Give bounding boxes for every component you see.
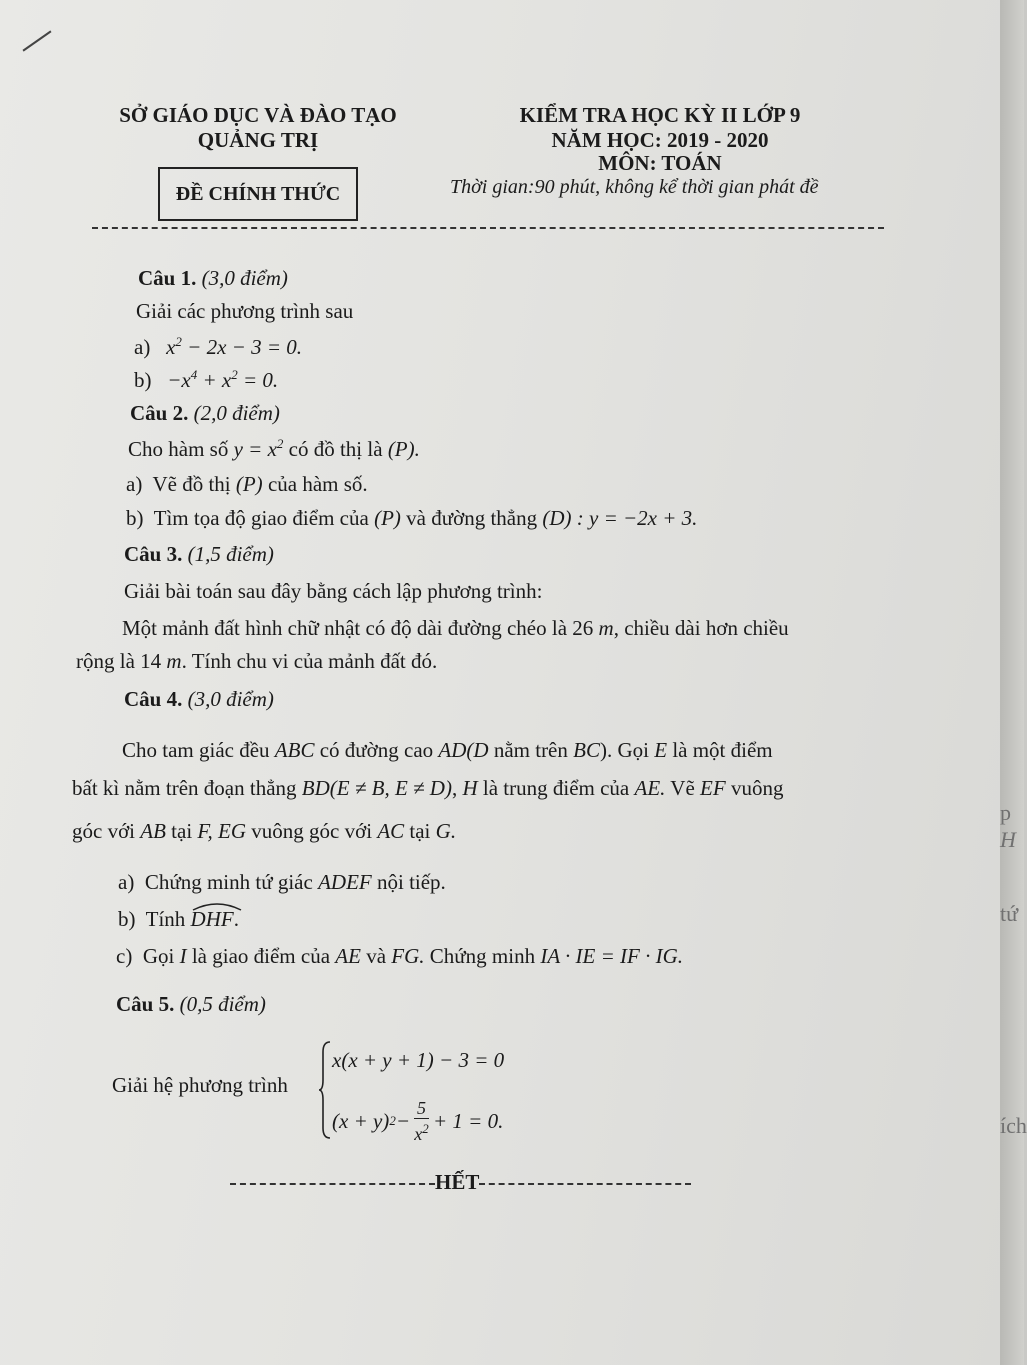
- q1-a-equation: $x^2 - 2x - 3 = 0$.: [166, 334, 302, 359]
- q5-heading: [116, 992, 266, 1017]
- q1-intro: Giải các phương trình sau: [136, 299, 354, 323]
- q1-heading: [138, 266, 288, 291]
- end-label: HẾT: [435, 1170, 480, 1194]
- q4-heading: [124, 687, 274, 712]
- equation-system: [318, 1040, 538, 1144]
- bleed-text-3: tứ: [1000, 901, 1019, 926]
- equation-2: (x + y) 2 − $\frac{5}{x^2}$ + 1 = 0 .: [332, 1098, 504, 1144]
- header-exam-title: KIỂM TRA HỌC KỲ II LỚP 9: [519, 103, 801, 127]
- bleed-text-2: H: [1000, 827, 1016, 852]
- brace-icon: [318, 1040, 332, 1140]
- bleed-text-4: ích: [1000, 1113, 1027, 1138]
- end-dash-left: [230, 1183, 435, 1185]
- q4-line2: bất kì nằm trên đoạn thẳng BD(E ≠ B, E ≠ D), H là trung điểm của AE. Vẽ EF vuông: [72, 776, 784, 800]
- q2-part-b: b) Tìm tọa độ giao điểm của (P) và đường thẳng (D) : y = −2x + 3.: [126, 506, 698, 530]
- q2-points: (2,0 điểm): [193, 401, 280, 425]
- end-marker: [230, 1170, 691, 1195]
- angle-dhf: DHF: [191, 907, 234, 932]
- q4-part-a: a) Chứng minh tứ giác ADEF nội tiếp.: [118, 870, 446, 894]
- q1-points: (3,0 điểm): [201, 266, 288, 290]
- q3-line2: rộng là 14 m. Tính chu vi của mảnh đất đó.: [76, 649, 438, 673]
- bleed-text-1: p: [1000, 800, 1011, 825]
- q1-b-equation: $-x^4 + x^2 = 0$.: [167, 367, 279, 392]
- q1-part-b: [134, 367, 278, 393]
- q1-part-a: [134, 334, 302, 360]
- q1-title: Câu 1.: [138, 266, 197, 290]
- q4-part-b: b) Tính DHF.: [118, 907, 239, 932]
- q4-part-c: c) Gọi I là giao điểm của AE và FG. Chứng minh IA · IE = IF · IG.: [116, 944, 683, 968]
- equation-1: x(x + y + 1) − 3 = 0: [332, 1048, 505, 1072]
- q4-points: (3,0 điểm): [187, 687, 274, 711]
- official-box: [158, 167, 358, 221]
- q1-a-label: a): [134, 335, 151, 359]
- header-department: SỞ GIÁO DỤC VÀ ĐÀO TẠO: [119, 103, 397, 127]
- q5-intro: Giải hệ phương trình: [112, 1073, 288, 1097]
- q2-intro: Cho hàm số $y = x^2$ có đồ thị là (P).: [128, 436, 420, 461]
- q3-title: Câu 3.: [124, 542, 183, 566]
- pen-mark: [23, 30, 52, 51]
- q4-line3: góc với AB tại F, EG vuông góc với AC tại G.: [72, 819, 457, 843]
- q4-title: Câu 4.: [124, 687, 183, 711]
- q3-points: (1,5 điểm): [187, 542, 274, 566]
- q2-heading: [130, 401, 280, 426]
- q4-line1: Cho tam giác đều ABC có đường cao AD(D nằm trên BC). Gọi E là một điểm: [122, 738, 773, 762]
- q2-title: Câu 2.: [130, 401, 189, 425]
- q3-line1: Một mảnh đất hình chữ nhật có độ dài đường chéo là 26 m, chiều dài hơn chiều: [122, 616, 789, 640]
- header-divider: [92, 227, 884, 229]
- official-label: ĐỀ CHÍNH THỨC: [175, 182, 341, 205]
- end-dash-right: [479, 1183, 691, 1185]
- q3-intro: Giải bài toán sau đây bằng cách lập phương trình:: [124, 579, 543, 603]
- q5-title: Câu 5.: [116, 992, 175, 1016]
- q1-b-label: b): [134, 368, 152, 392]
- header-province: QUẢNG TRỊ: [197, 128, 319, 152]
- angle-arc: [191, 901, 243, 911]
- page-edge: [1000, 0, 1027, 1365]
- header-time: Thời gian:90 phút, không kể thời gian phát đề: [450, 176, 819, 198]
- header-subject: MÔN: TOÁN: [598, 151, 722, 175]
- fraction: $\frac{5}{x^2}$: [414, 1098, 429, 1144]
- header-school-year: NĂM HỌC: 2019 - 2020: [551, 128, 769, 152]
- q2-part-a: a) Vẽ đồ thị (P) của hàm số.: [126, 472, 368, 496]
- q5-points: (0,5 điểm): [179, 992, 266, 1016]
- q3-heading: [124, 542, 274, 567]
